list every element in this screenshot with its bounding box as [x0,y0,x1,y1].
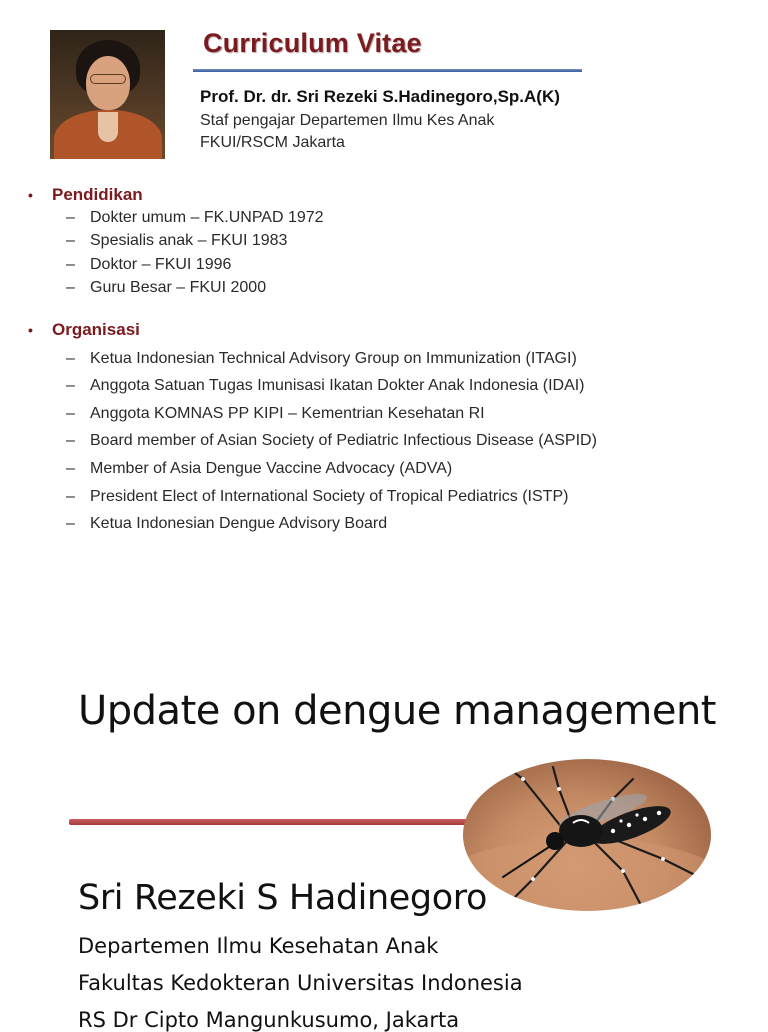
dash-icon: – [66,405,75,422]
cv-title: Curriculum Vitae [203,28,422,58]
section-education [28,185,143,205]
list-item: – Ketua Indonesian Dengue Advisory Board [66,515,388,532]
dash-icon: – [66,515,75,532]
title-divider [193,69,582,72]
bullet-icon: • [28,187,33,203]
bullet-icon: • [28,322,33,338]
list-item: – President Elect of International Society of Tropical Pediatrics (ISTP) [66,488,569,505]
list-item: – Dokter umum – FK.UNPAD 1972 [66,209,324,226]
mosquito-icon [463,759,711,911]
dash-icon: – [66,488,75,505]
list-item: – Spesialis anak – FKUI 1983 [66,232,288,249]
dash-icon: – [66,350,75,367]
list-item: – Member of Asia Dengue Vaccine Advocacy (ADVA) [66,460,453,477]
list-item: – Anggota Satuan Tugas Imunisasi Ikatan Dokter Anak Indonesia (IDAI) [66,377,585,394]
title-underline [69,819,489,825]
list-item: – Anggota KOMNAS PP KIPI – Kementrian Kesehatan RI [66,405,485,422]
dash-icon: – [66,279,75,296]
cv-position-line1: Staf pengajar Departemen Ilmu Kes Anak [200,112,495,129]
dash-icon: – [66,432,75,449]
affiliation-line1: Departemen Ilmu Kesehatan Anak [78,934,439,958]
list-item: – Board member of Asian Society of Pediatric Infectious Disease (ASPID) [66,432,597,449]
dash-icon: – [66,209,75,226]
section-organizations [28,320,140,340]
list-item: – Ketua Indonesian Technical Advisory Group on Immunization (ITAGI) [66,350,577,367]
portrait-photo [50,30,165,159]
dash-icon: – [66,256,75,273]
cv-position-line2: FKUI/RSCM Jakarta [200,134,345,151]
list-item: – Doktor – FKUI 1996 [66,256,232,273]
dash-icon: – [66,460,75,477]
dash-icon: – [66,377,75,394]
mosquito-image [463,759,711,911]
cv-name: Prof. Dr. dr. Sri Rezeki S.Hadinegoro,Sp.A(K) [200,87,560,106]
affiliation-line3: RS Dr Cipto Mangunkusumo, Jakarta [78,1008,460,1032]
section-heading-organizations: Organisasi [52,320,140,339]
list-item: – Guru Besar – FKUI 2000 [66,279,267,296]
talk-title: Update on dengue management [78,688,716,734]
speaker-name: Sri Rezeki S Hadinegoro [78,878,487,918]
section-heading-education: Pendidikan [52,185,143,204]
affiliation-line2: Fakultas Kedokteran Universitas Indonesia [78,971,523,995]
dash-icon: – [66,232,75,249]
